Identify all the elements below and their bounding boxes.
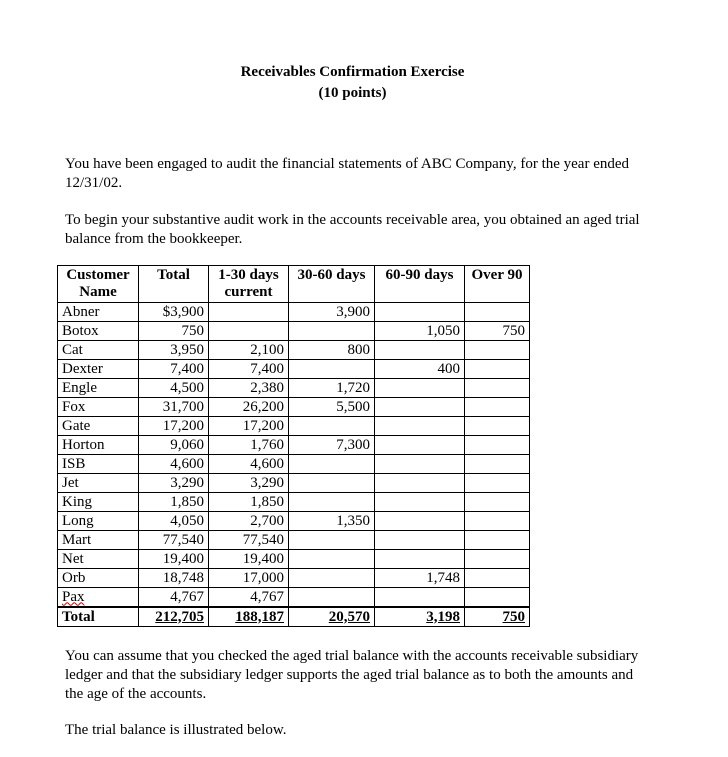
total-30-60-cell: 20,570 — [289, 607, 375, 627]
total-cell: 3,950 — [139, 341, 209, 360]
table-row — [58, 360, 530, 379]
days-30-60-cell — [289, 531, 375, 550]
over-90-cell — [465, 417, 530, 436]
total-cell: 19,400 — [139, 550, 209, 569]
document-title: Receivables Confirmation Exercise — [240, 64, 465, 80]
total-cell: 18,748 — [139, 569, 209, 588]
customer-name: ISB — [58, 455, 139, 474]
total-cell: 9,060 — [139, 436, 209, 455]
table-row — [58, 588, 530, 608]
total-cell: 3,290 — [139, 474, 209, 493]
over-90-cell — [465, 303, 530, 322]
days-1-30-cell: 77,540 — [209, 531, 289, 550]
days-60-90-cell — [375, 398, 465, 417]
header-name-label: Name — [79, 284, 117, 300]
total-label: Total — [58, 607, 139, 627]
customer-name: Jet — [58, 474, 139, 493]
days-60-90-cell — [375, 455, 465, 474]
days-1-30-cell: 17,000 — [209, 569, 289, 588]
days-30-60-cell — [289, 550, 375, 569]
days-1-30-cell: 26,200 — [209, 398, 289, 417]
table-row — [58, 512, 530, 531]
customer-name: Dexter — [58, 360, 139, 379]
days-30-60-cell — [289, 360, 375, 379]
aged-trial-balance-table — [57, 265, 530, 627]
table-row — [58, 550, 530, 569]
ledger-assumption-paragraph: You can assume that you checked the aged trial balance with the accounts receivable subsidiary ledger and that the subsidiary ledger supports the aged trial balance as to both the amounts and the age of the accounts. — [65, 648, 639, 702]
customer-name: Abner — [58, 303, 139, 322]
days-30-60-cell — [289, 417, 375, 436]
customer-name: Botox — [58, 322, 139, 341]
days-30-60-cell: 800 — [289, 341, 375, 360]
total-cell: 750 — [139, 322, 209, 341]
days-60-90-cell: 1,748 — [375, 569, 465, 588]
customer-name: Orb — [58, 569, 139, 588]
total-cell: 17,200 — [139, 417, 209, 436]
days-30-60-cell — [289, 493, 375, 512]
days-60-90-cell — [375, 436, 465, 455]
days-60-90-cell: 1,050 — [375, 322, 465, 341]
over-90-cell — [465, 436, 530, 455]
table-total-row — [58, 607, 530, 627]
days-30-60-cell — [289, 569, 375, 588]
total-cell: 31,700 — [139, 398, 209, 417]
header-1-30-days — [209, 266, 289, 303]
days-60-90-cell — [375, 379, 465, 398]
customer-name: Long — [58, 512, 139, 531]
table-header-row — [58, 266, 530, 303]
over-90-cell — [465, 360, 530, 379]
header-30-60-days: 30-60 days — [289, 266, 375, 303]
spellcheck-flagged-name: Pax — [62, 588, 85, 605]
days-60-90-cell — [375, 474, 465, 493]
days-1-30-cell: 2,380 — [209, 379, 289, 398]
customer-name: Engle — [58, 379, 139, 398]
over-90-cell — [465, 379, 530, 398]
days-30-60-cell: 7,300 — [289, 436, 375, 455]
total-cell: 77,540 — [139, 531, 209, 550]
days-1-30-cell: 17,200 — [209, 417, 289, 436]
header-60-90-days: 60-90 days — [375, 266, 465, 303]
total-cell: 4,767 — [139, 588, 209, 608]
table-row — [58, 417, 530, 436]
total-cell: 4,050 — [139, 512, 209, 531]
over-90-cell — [465, 512, 530, 531]
over-90-cell — [465, 493, 530, 512]
days-60-90-cell — [375, 493, 465, 512]
over-90-cell — [465, 455, 530, 474]
customer-name: Horton — [58, 436, 139, 455]
days-1-30-cell: 4,600 — [209, 455, 289, 474]
table-row — [58, 493, 530, 512]
customer-name: Net — [58, 550, 139, 569]
days-1-30-cell: 2,700 — [209, 512, 289, 531]
table-row — [58, 474, 530, 493]
total-cell: 7,400 — [139, 360, 209, 379]
days-1-30-cell: 4,767 — [209, 588, 289, 608]
customer-name: Gate — [58, 417, 139, 436]
days-60-90-cell — [375, 417, 465, 436]
days-30-60-cell: 1,350 — [289, 512, 375, 531]
header-customer-label: Customer — [66, 267, 130, 283]
table-row — [58, 303, 530, 322]
header-over-90: Over 90 — [465, 266, 530, 303]
header-customer-name — [58, 266, 139, 303]
total-cell: 4,500 — [139, 379, 209, 398]
days-60-90-cell — [375, 512, 465, 531]
days-30-60-cell — [289, 474, 375, 493]
days-1-30-cell: 7,400 — [209, 360, 289, 379]
over-90-cell — [465, 341, 530, 360]
total-over-90-cell: 750 — [465, 607, 530, 627]
days-1-30-cell: 2,100 — [209, 341, 289, 360]
days-60-90-cell — [375, 531, 465, 550]
days-60-90-cell — [375, 588, 465, 608]
days-30-60-cell — [289, 322, 375, 341]
table-row — [58, 455, 530, 474]
table-row — [58, 569, 530, 588]
days-30-60-cell — [289, 455, 375, 474]
days-1-30-cell: 1,850 — [209, 493, 289, 512]
days-60-90-cell — [375, 341, 465, 360]
customer-name: Cat — [58, 341, 139, 360]
days-30-60-cell: 3,900 — [289, 303, 375, 322]
customer-name: King — [58, 493, 139, 512]
intro-paragraph: You have been engaged to audit the financial statements of ABC Company, for the year ended 12/31/02. — [65, 156, 630, 191]
document-subtitle: (10 points) — [318, 85, 387, 101]
over-90-cell — [465, 550, 530, 569]
customer-name: Mart — [58, 531, 139, 550]
trial-balance-note: The trial balance is illustrated below. — [65, 722, 287, 738]
days-1-30-cell: 1,760 — [209, 436, 289, 455]
days-60-90-cell: 400 — [375, 360, 465, 379]
days-1-30-cell: 3,290 — [209, 474, 289, 493]
total-cell: 4,600 — [139, 455, 209, 474]
total-cell: 1,850 — [139, 493, 209, 512]
header-total: Total — [139, 266, 209, 303]
over-90-cell — [465, 474, 530, 493]
total-60-90-cell: 3,198 — [375, 607, 465, 627]
over-90-cell — [465, 569, 530, 588]
total-1-30-cell: 188,187 — [209, 607, 289, 627]
table-row — [58, 322, 530, 341]
days-60-90-cell — [375, 550, 465, 569]
days-30-60-cell: 5,500 — [289, 398, 375, 417]
days-60-90-cell — [375, 303, 465, 322]
days-30-60-cell: 1,720 — [289, 379, 375, 398]
header-current-label: current — [224, 284, 273, 300]
over-90-cell — [465, 531, 530, 550]
customer-name: Fox — [58, 398, 139, 417]
header-1-30-label: 1-30 days — [218, 267, 279, 283]
customer-name — [58, 588, 139, 608]
table-row — [58, 379, 530, 398]
over-90-cell — [465, 588, 530, 608]
table-row — [58, 341, 530, 360]
grand-total-cell: 212,705 — [139, 607, 209, 627]
over-90-cell: 750 — [465, 322, 530, 341]
table-row — [58, 531, 530, 550]
days-1-30-cell: 19,400 — [209, 550, 289, 569]
days-30-60-cell — [289, 588, 375, 608]
days-1-30-cell — [209, 303, 289, 322]
over-90-cell — [465, 398, 530, 417]
table-row — [58, 398, 530, 417]
trial-balance-paragraph: To begin your substantive audit work in the accounts receivable area, you obtained an aged trial balance from the bookkeeper. — [65, 212, 640, 247]
table-row — [58, 436, 530, 455]
days-1-30-cell — [209, 322, 289, 341]
total-cell: $3,900 — [139, 303, 209, 322]
